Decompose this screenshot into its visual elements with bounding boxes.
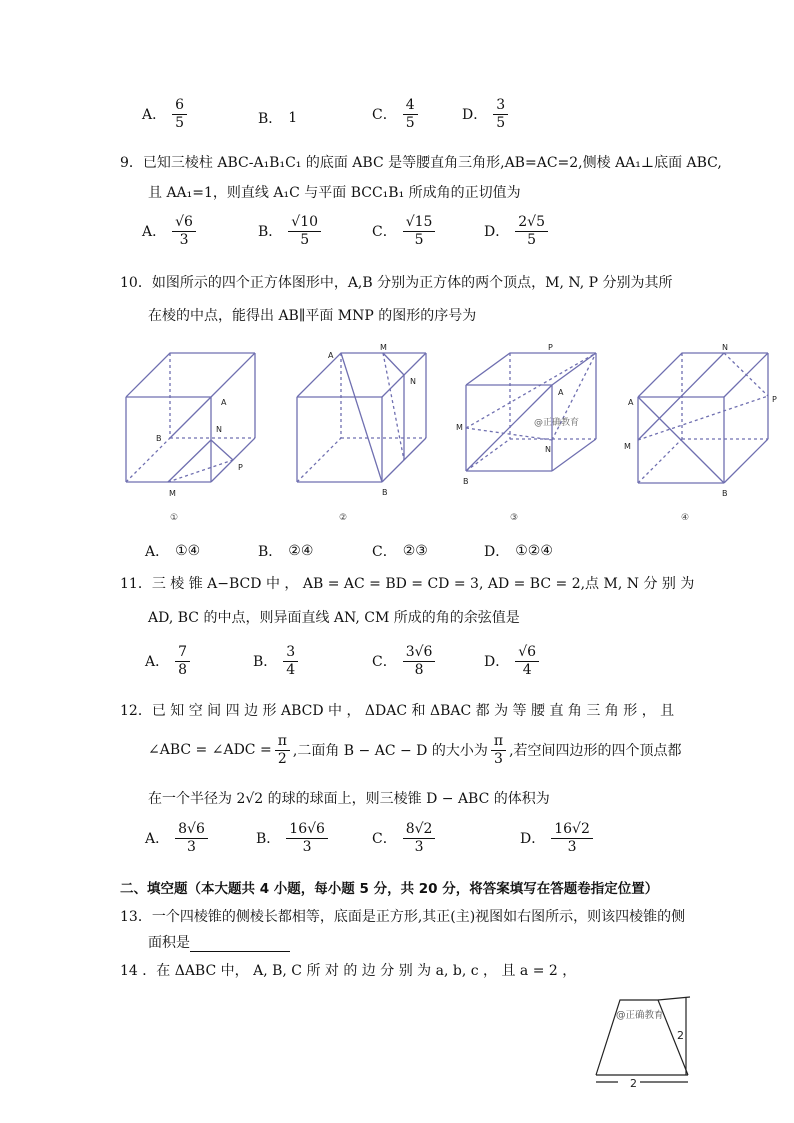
cube-figure-1 [126,353,255,482]
q10-stem-line2: 在棱的中点，能得出 AB∥平面 MNP 的图形的序号为 [148,308,477,324]
svg-text:M: M [624,442,631,451]
q13-stem-line1: 13．一个四棱锥的侧棱长都相等，底面是正方形,其正(主)视图如右图所示，则该四棱锥的侧 [120,909,686,925]
q9-option-d: D． $\frac{2√5}{5}$ [484,215,548,247]
figure-label-1: ① [170,513,179,523]
q11-stem-line2: AD, BC 的中点，则异面直线 AN, CM 所成的角的余弦值是 [148,610,520,626]
q9-stem-line1: 9．已知三棱柱 ABC-A₁B₁C₁ 的底面 ABC 是等腰直角三角形,AB=AC=2,侧棱 AA₁⊥底面 ABC, [120,155,722,171]
q11-option-b: B． $\frac{3}{4}$ [253,645,298,677]
svg-text:A: A [558,388,564,397]
q10-option-a: A． ①④ [145,543,201,560]
svg-text:P: P [548,343,553,352]
cube-figure-4 [638,353,768,483]
q12-stem-line2: ∠ABC = ∠ADC = $\frac{\pi}{2}$ ,二面角 B − AC − D 的大小为 $\frac{\pi}{3}$ ,若空间四边形的四个顶点都 [148,733,682,767]
svg-text:B: B [722,489,728,498]
q9-stem-line2: 且 AA₁=1，则直线 A₁C 与平面 BCC₁B₁ 所成角的正切值为 [148,185,521,201]
svg-text:N: N [722,343,728,352]
q12-stem-line1: 12．已 知 空 间 四 边 形 ABCD 中 ， ΔDAC 和 ΔBAC 都 为 等 腰 直 角 三 角 形 ， 且 [120,703,675,719]
q10-option-b: B． ②④ [258,543,314,560]
cube-figure-3 [466,353,596,471]
base-label: 2 [630,1077,637,1090]
svg-text:N: N [410,377,416,386]
q12-option-d: D． $\frac{16√2}{3}$ [520,822,593,854]
figure-label-4: ④ [681,513,690,523]
denominator: 5 [175,114,185,131]
watermark: @正确教育 [534,418,580,428]
watermark: @正确教育 [616,1010,664,1021]
svg-text:A: A [628,398,634,407]
cube-figure-2 [297,353,426,482]
svg-text:A: A [221,398,227,407]
svg-text:B: B [382,488,388,497]
q10-cube-figures [110,335,790,530]
svg-text:M: M [380,343,387,352]
q13-front-view-figure [585,990,705,1090]
q12-option-c: C． $\frac{8√2}{3}$ [372,822,435,854]
q8-option-a: A． $\frac{6}{5}$ [142,98,187,130]
svg-text:N: N [216,425,222,434]
figure-label-2: ② [339,513,348,523]
q12-option-b: B． $\frac{16√6}{3}$ [256,822,328,854]
q9-option-a: A． $\frac{√6}{3}$ [142,215,196,247]
q11-option-d: D． $\frac{√6}{4}$ [484,645,539,677]
height-label: 2 [677,1029,684,1042]
q12-stem-line3: 在一个半径为 2√2 的球的球面上，则三棱锥 D − ABC 的体积为 [148,791,550,807]
section-heading-fill-in: 二、填空题（本大题共 4 小题，每小题 5 分，共 20 分，将答案填写在答题卷指定位置） [120,881,659,897]
figure-label-3: ③ [510,513,519,523]
svg-text:A: A [328,351,334,360]
q9-option-b: B． $\frac{√10}{5}$ [258,215,321,247]
q12-option-a: A． $\frac{8√6}{3}$ [145,822,208,854]
q10-stem-line1: 10．如图所示的四个正方体图形中，A,B 分别为正方体的两个顶点，M, N, P 分别为其所 [120,275,673,291]
svg-text:P: P [772,395,777,404]
svg-text:M: M [169,489,176,498]
svg-text:P: P [238,463,243,472]
q11-stem-line1: 11．三 棱 锥 A−BCD 中 ， AB = AC = BD = CD = 3, AD = BC = 2,点 M, N 分 别 为 [120,576,695,592]
svg-text:B: B [463,477,469,486]
numerator: 6 [172,98,187,115]
q10-option-d: D． ①②④ [484,543,553,560]
svg-text:N: N [545,445,551,454]
q11-option-a: A． $\frac{7}{8}$ [145,645,190,677]
q10-option-c: C． ②③ [372,543,428,560]
q11-option-c: C． $\frac{3√6}{8}$ [372,645,435,677]
q8-option-d: D． $\frac{3}{5}$ [462,98,508,130]
q8-option-b: B． 1 [258,110,298,127]
q14-stem-line1: 14 ．在 ΔABC 中， A, B, C 所 对 的 边 分 别 为 a, b, c ， 且 a = 2 ， [120,963,577,979]
answer-blank[interactable] [190,937,290,952]
svg-text:B: B [156,434,162,443]
q13-stem-line2: 面积是 [148,932,290,952]
q9-option-c: C． $\frac{√15}{5}$ [372,215,435,247]
svg-text:M: M [456,423,463,432]
q8-option-c: C． $\frac{4}{5}$ [372,98,418,130]
